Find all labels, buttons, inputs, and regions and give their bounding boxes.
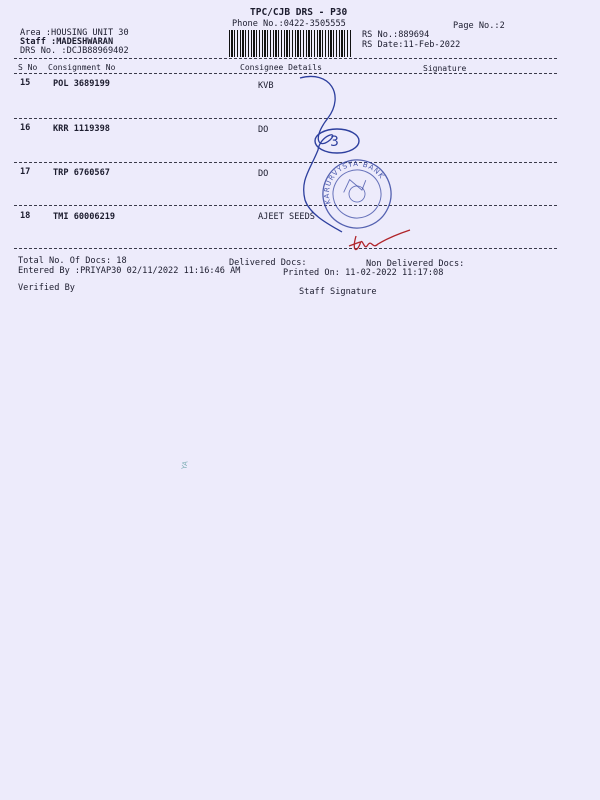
bank-stamp [313,150,400,237]
svg-text:KARURVYSYA BANK [313,150,388,205]
staff-signature: Staff Signature [299,287,377,297]
phone-number: Phone No.:0422-3505555 [232,19,346,29]
row-consignee: AJEET SEEDS [258,212,315,222]
row-sno: 15 [20,78,31,88]
staff-label: Staff :MADESHWARAN [20,37,114,47]
stamp-text: KARURVYSYA BANK [322,159,386,206]
row-consignment: KRR 1119398 [53,124,110,134]
page-number: Page No.:2 [453,21,505,31]
row-consignment: TRP 6760567 [53,168,110,178]
row-consignment: POL 3689199 [53,79,110,89]
rs-number: RS No.:889694 [362,30,430,40]
ink-stroke [300,76,342,232]
rs-date: RS Date:11-Feb-2022 [362,40,461,50]
row-consignee: KVB [258,81,274,91]
printed-on: Printed On: 11-02-2022 11:17:08 [283,268,444,278]
row-sno: 17 [20,167,31,177]
document-title: TPC/CJB DRS - P30 [250,7,348,18]
row-sno: 16 [20,123,31,133]
column-header-consignee: Consignee Details [240,63,322,72]
circled-number: 3 [330,134,339,150]
drs-number: DRS No. :DCJB88969402 [20,46,129,56]
row-consignee: DO [258,169,269,179]
column-header-sno: S No [18,63,38,72]
verified-by: Verified By [18,283,75,293]
row-consignee: DO [258,125,269,135]
faint-mark: YA [180,460,190,471]
column-header-consignment: Consignment No [48,63,116,72]
row-consignment: TMI 60006219 [53,212,116,222]
column-header-signature: Signature [423,64,467,73]
entered-by: Entered By :PRIYAP30 02/11/2022 11:16:46 AM [18,266,241,276]
non-delivered-docs: Non Delivered Docs: [366,259,465,269]
row-sno: 18 [20,211,31,221]
total-docs: Total No. Of Docs: 18 [18,256,127,266]
delivered-docs: Delivered Docs: [229,258,307,268]
staff-signature-scribble [354,230,410,250]
area-label: Area :HOUSING UNIT 30 [20,28,129,38]
